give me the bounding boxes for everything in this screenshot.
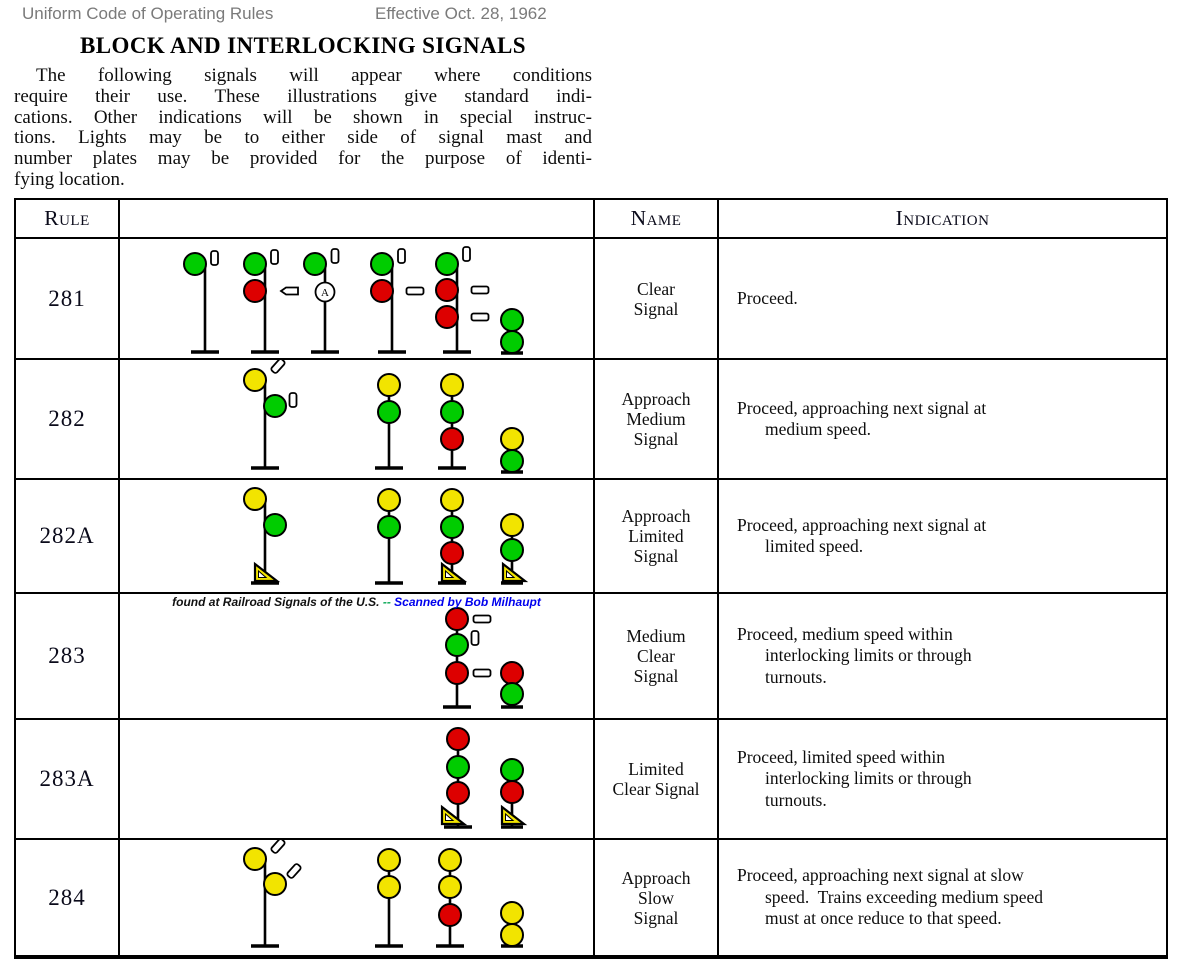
table-row-281 (16, 239, 1166, 360)
rule-number: 283A (39, 766, 95, 791)
signal-name-cell (595, 720, 719, 838)
header-name: Name (595, 200, 719, 237)
header-signal-diagrams (120, 200, 595, 237)
doc-source-title: Uniform Code of Operating Rules (22, 4, 274, 23)
signal-name (634, 279, 679, 319)
signal-indication (719, 865, 1166, 930)
rule-number: 282A (39, 523, 95, 548)
signal-indication-cell (719, 360, 1166, 478)
signal-name-line: Approach (621, 506, 691, 526)
signal-name-line: Signal (633, 666, 679, 686)
scan-note-source: found at Railroad Signals of the U.S. (172, 595, 380, 609)
signal-diagram-cell (120, 840, 595, 955)
table-row-282 (16, 360, 1166, 480)
intro-line: The following signals will appear where conditions (36, 65, 592, 86)
signal-name-line: Approach (621, 389, 691, 409)
signal-name-line: Clear (637, 646, 675, 666)
rule-number: 284 (48, 884, 86, 910)
rule-number: 282 (48, 406, 86, 431)
rule-cell (16, 840, 120, 955)
signal-indication (719, 747, 1166, 812)
signal-indication-line: Proceed, approaching next signal at (737, 514, 987, 535)
header-indication: Indication (895, 206, 990, 230)
signal-indication-line: speed. Trains exceeding medium speed (765, 886, 1044, 907)
signal-name-line: Signal (633, 429, 679, 449)
signal-name-line: Slow (638, 887, 674, 908)
scan-credit-note (120, 595, 593, 609)
signals-table (14, 198, 1168, 959)
signal-indication (719, 515, 1166, 558)
signal-indication-line: limited speed. (765, 536, 864, 556)
table-header-row (16, 200, 1166, 239)
signal-name-line: Limited (628, 759, 684, 779)
signal-name (626, 626, 685, 686)
signal-name (621, 389, 690, 449)
signal-diagram-cell (120, 480, 595, 592)
signal-name-cell (595, 840, 719, 955)
signal-indication-line: must at once reduce to that speed. (765, 908, 1002, 929)
signal-indication-line: Proceed, approaching next signal at slow (737, 865, 1024, 886)
header-rule: Rule (16, 200, 120, 237)
signal-indication-cell (719, 720, 1166, 838)
signal-diagram-cell (120, 239, 595, 358)
signal-indication-line: turnouts. (765, 666, 827, 687)
signal-name-cell (595, 360, 719, 478)
signal-indication-line: interlocking limits or through (765, 645, 972, 666)
signal-name-line: Clear (637, 278, 675, 299)
rule-number: 281 (48, 285, 86, 311)
rule-cell (16, 594, 120, 718)
rule-number: 283 (48, 643, 86, 668)
svg-text:A: A (321, 287, 329, 299)
signal-diagrams-282A (120, 480, 593, 592)
signal-diagram-cell (120, 360, 595, 478)
signal-indication-cell (719, 239, 1166, 358)
signal-diagrams-282 (120, 360, 593, 478)
signal-indication-cell (719, 480, 1166, 592)
signal-name-line: Approach (621, 867, 691, 888)
signal-indication (719, 288, 1166, 310)
scan-note-credit: Scanned by Bob Milhaupt (394, 595, 541, 609)
scan-note-separator: -- (379, 595, 395, 609)
doc-effective-date: Effective Oct. 28, 1962 (375, 4, 547, 23)
signal-indication-line: Proceed, approaching next signal at (737, 397, 987, 418)
signal-indication (719, 624, 1166, 689)
signal-diagrams-283A (120, 720, 593, 838)
intro-paragraph (14, 66, 592, 191)
signal-name-line: Clear Signal (612, 779, 700, 799)
intro-line: require their use. These illustrations give standard indi- (14, 85, 592, 107)
table-row-283A (16, 720, 1166, 840)
signal-name (613, 759, 700, 799)
signal-name-line: Limited (628, 526, 684, 546)
signal-name-cell (595, 594, 719, 718)
signal-indication-line: medium speed. (765, 419, 871, 439)
signal-name-line: Signal (633, 298, 679, 319)
signal-indication-line: Proceed, medium speed within (737, 623, 953, 644)
intro-line: tions. Lights may be to either side of signal mast and (14, 127, 592, 149)
signal-indication-line: Proceed. (737, 287, 798, 308)
signal-diagrams-284 (120, 840, 593, 953)
signal-name-line: Medium (626, 626, 686, 646)
signal-name-cell (595, 239, 719, 358)
signal-indication-cell (719, 594, 1166, 718)
table-row-282A (16, 480, 1166, 594)
rule-cell (16, 360, 120, 478)
signal-diagram-cell (120, 720, 595, 838)
signal-indication-cell (719, 840, 1166, 955)
signal-name-cell (595, 480, 719, 592)
signal-name-line: Medium (626, 409, 686, 429)
signal-diagrams-283 (120, 594, 593, 718)
signal-indication-line: Proceed, limited speed within (737, 746, 946, 767)
table-row-283 (16, 594, 1166, 720)
running-header (0, 4, 1181, 30)
signal-indication-line: interlocking limits or through (765, 768, 972, 789)
intro-line: fying location. (14, 168, 125, 190)
rule-cell (16, 720, 120, 838)
intro-line: cations. Other indications will be shown in special instruc- (14, 106, 592, 128)
page-title: BLOCK AND INTERLOCKING SIGNALS (80, 33, 526, 58)
intro-line: number plates may be provided for the purpose of identi- (14, 148, 592, 170)
signal-diagram-cell (120, 594, 595, 718)
rule-cell (16, 239, 120, 358)
signal-name (621, 868, 690, 928)
signal-indication (719, 398, 1166, 441)
signal-indication-line: turnouts. (765, 789, 827, 810)
signal-name-line: Signal (633, 907, 679, 928)
signal-name-line: Signal (633, 546, 679, 566)
rule-cell (16, 480, 120, 592)
table-row-284 (16, 840, 1166, 955)
signal-name (621, 506, 690, 566)
signal-diagrams-281 (120, 239, 593, 358)
